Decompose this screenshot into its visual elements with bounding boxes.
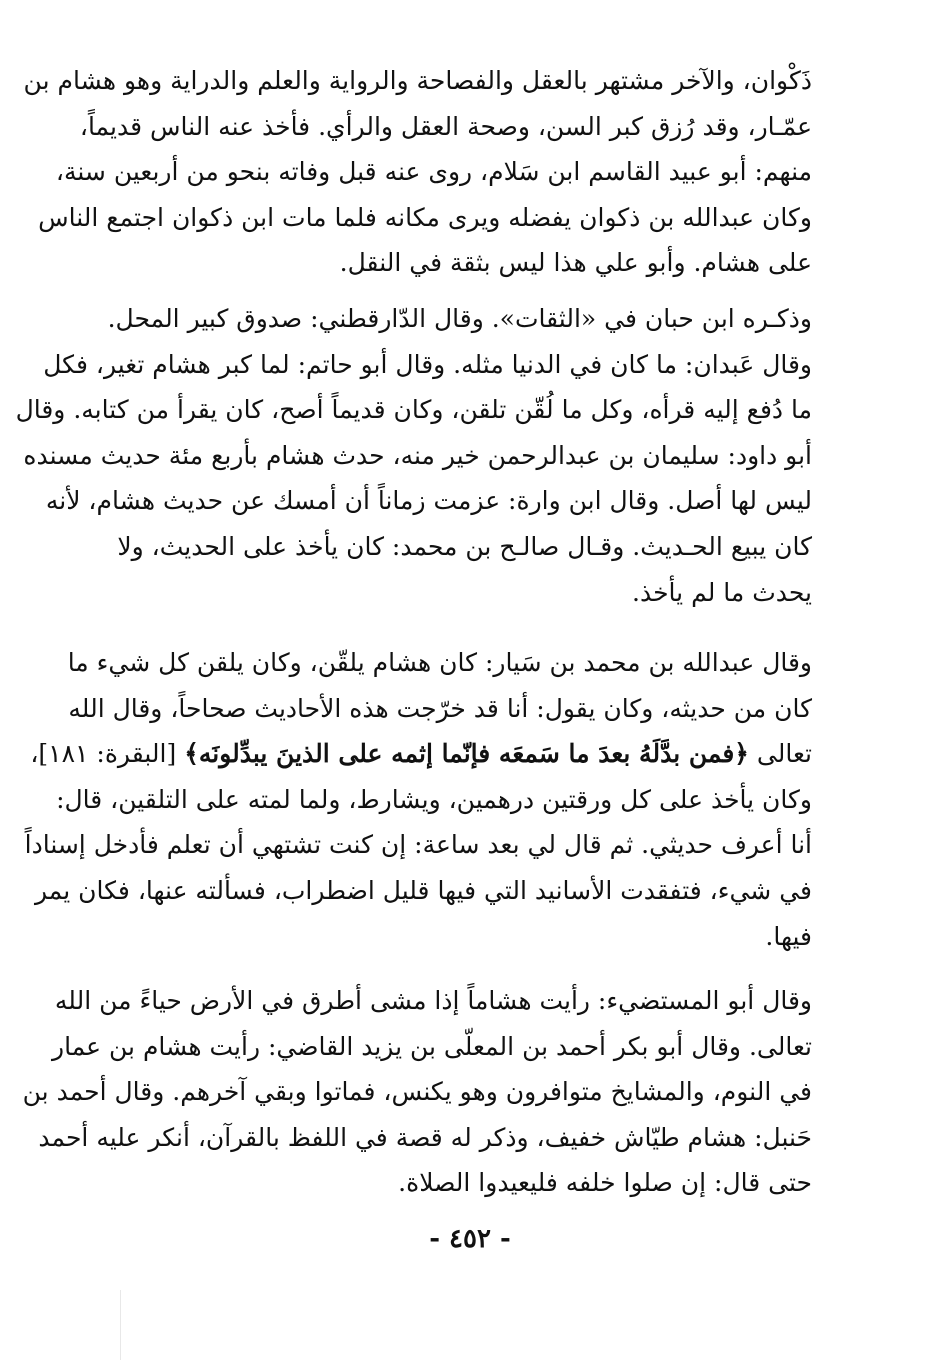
text-line: وكان يأخذ على كل ورقتين درهمين، ويشارط، ولما لمته على التلقين، قال:	[56, 784, 812, 814]
text-line: في النوم، والمشايخ متوافرون وهو يكنس، فماتوا وبقي آخرهم. وقال أحمد بن	[22, 1077, 812, 1107]
paragraph-4	[22, 978, 812, 1206]
text-line: حَنبل: هشام طيّاش خفيف، وذكر له قصة في اللفظ بالقرآن، أنكر عليه أحمد	[38, 1122, 812, 1152]
paragraph-2	[15, 296, 812, 615]
quran-verse: ﴿فمن بدَّلَهُ بعدَ ما سَمعَه فإنّما إثمه على الذينَ يبدِّلونَه﴾	[184, 739, 749, 769]
text-line: يحدث ما لم يأخذ.	[632, 577, 812, 607]
text-line: في شيء، فتفقدت الأسانيد التي فيها قليل اضطراب، فسألته عنها، فكان يمر	[34, 875, 812, 905]
verse-prefix: تعالى	[756, 739, 812, 769]
text-line: أنا أعرف حديثي. ثم قال لي بعد ساعة: إن كنت تشتهي أن تعلم فأدخل إسناداً	[24, 830, 812, 860]
text-line: على هشام. وأبو علي هذا ليس بثقة في النقل.	[339, 248, 812, 278]
verse-line	[30, 731, 812, 777]
text-line: وذكـره ابن حبان في «الثقات». وقال الدّارقطني: صدوق كبير المحل.	[107, 304, 812, 333]
text-line: وكان عبدالله بن ذكوان يفضله ويرى مكانه فلما مات ابن ذكوان اجتمع الناس	[38, 202, 812, 232]
verse-reference: [البقرة: ١٨١]،	[30, 739, 177, 769]
text-line: ذَكْوان، والآخر مشتهر بالعقل والفصاحة والرواية والعلم والدراية وهو هشام بن	[23, 66, 812, 95]
text-line: حتى قال: إن صلوا خلفه فليعيدوا الصلاة.	[398, 1168, 812, 1198]
text-line: ما دُفع إليه قرأه، وكل ما لُقّن تلقن، وكان قديماً أصح، كان يقرأ من كتابه. وقال	[15, 395, 812, 425]
page-number: - ٤٥٢ -	[429, 1224, 511, 1254]
text-line: فيها.	[765, 921, 812, 951]
paragraph-1	[23, 58, 812, 286]
text-line: كان من حديثه، وكان يقول: أنا قد خرّجت هذه الأحاديث صحاحاً، وقال الله	[68, 693, 812, 723]
paragraph-3	[24, 640, 812, 959]
text-line: عمّـار، وقد رُزق كبر السن، وصحة العقل والرأي. فأخذ عنه الناس قديماً،	[79, 111, 812, 141]
text-line: وقال عبدالله بن محمد بن سَيار: كان هشام يلقّن، وكان يلقن كل شيء ما	[67, 648, 812, 677]
text-line: منهم: أبو عبيد القاسم ابن سَلام، روى عنه قبل وفاته بنحو من أربعين سنة،	[55, 157, 812, 187]
text-line: تعالى. وقال أبو بكر أحمد بن المعلّى بن يزيد القاضي: رأيت هشام بن عمار	[52, 1031, 812, 1061]
text-line: وقال أبو المستضيء: رأيت هشاماً إذا مشى أطرق في الأرض حياءً من الله	[54, 986, 812, 1015]
text-line: كان يبيع الحـديث. وقـال صالـح بن محمد: كان يأخذ على الحديث، ولا	[117, 531, 812, 561]
scan-margin-line	[120, 1290, 121, 1360]
text-line: وقال عَبدان: ما كان في الدنيا مثله. وقال أبو حاتم: لما كبر هشام تغير، فكل	[43, 349, 812, 379]
text-line: ليس لها أصل. وقال ابن وارة: عزمت زماناً أن أمسك عن حديث هشام، لأنه	[45, 486, 812, 516]
text-line: أبو داود: سليمان بن عبدالرحمن خير منه، حدث هشام بأربع مئة حديث مسنده	[23, 440, 812, 470]
